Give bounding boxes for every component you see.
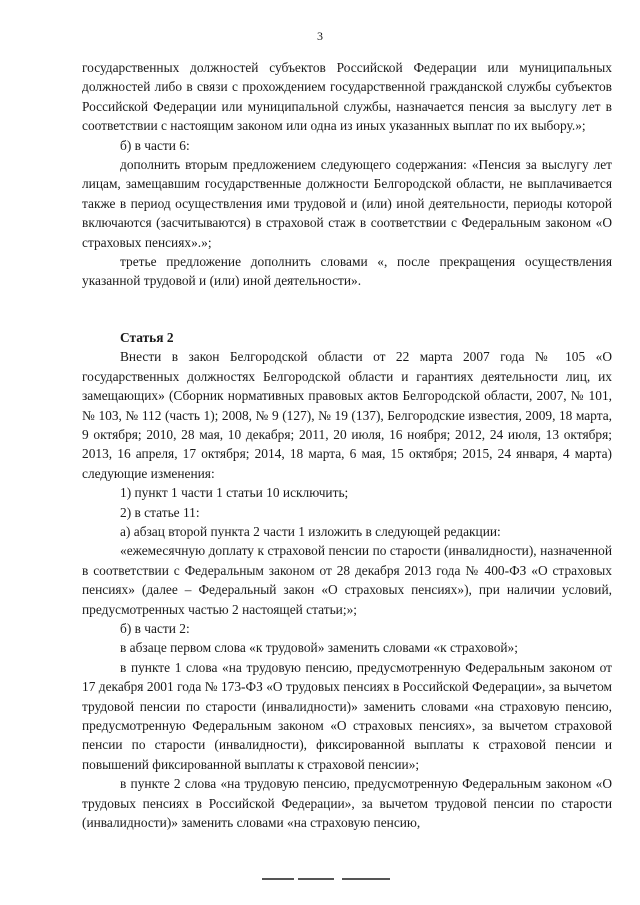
list-item: 2) в статье 11: [120,504,200,520]
list-item: 1) пункт 1 части 1 статьи 10 исключить; [120,485,349,501]
list-item: а) абзац второй пункта 2 части 1 изложить в следующей редакции: [120,523,501,539]
paragraph-amendment: дополнить вторым предложением следующего содержания: «Пенсия за выслугу лет лицам, замещавшим государственные должности Белгородской области, не выплачивается также в период осуществления ими трудовой и (или) иной деятельности, периоды которой включаются (засчитываются) в страховой стаж в соответствии с Федеральным законом «О страховых пенсиях».»; [82,157,612,250]
paragraph-introduce: Внести в закон Белгородской области от 22 марта 2007 года № 105 «О государственных должностях Белгородской области и гарантиях деятельности лиц, их замещающих» (Сборник нормативных правовых актов Белгородской области, 2007, № 101, № 103, № 112 (часть 1); 2008, № 9 (127), № 19 (137), Белгородские известия, 2009, 18 марта, 9 октября; 2010, 28 мая, 10 декабря; 2011, 20 июля, 16 ноября; 2012, 24 июля, 13 октября; 2013, 16 апреля, 17 октября; 2014, 18 марта, 6 мая, 15 октября; 2015, 24 января, 4 марта) следующие изменения: [82,349,612,481]
page-number: 3 [317,29,323,43]
footer-scan-mark [298,878,334,880]
paragraph-item-1: в пункте 1 слова «на трудовую пенсию, предусмотренную Федеральным законом от 17 декабря 2001 года № 173-ФЗ «О трудовых пенсиях в Российской Федерации», за вычетом трудовой пенсии по старости (инвалидности)» заменить словами «на страховую пенсию, предусмотренную Федеральным законом «О страховых пенсиях», за вычетом страховой пенсии по старости (инвалидности), фиксированной выплаты к страховой пенсии и повышений фиксированной выплаты к страховой пенсии»; [82,659,612,772]
footer-scan-mark [342,878,390,880]
paragraph-quote: «ежемесячную доплату к страховой пенсии по старости (инвалидности), назначенной в соответствии с Федеральным законом от 28 декабря 2013 года № 400-ФЗ «О страховых пенсиях» (далее – Федеральный закон «О страховых пенсиях»), при наличии условий, предусмотренных частью 2 настоящей статьи;»; [82,543,612,617]
article-heading: Статья 2 [120,329,174,345]
paragraph-item-2: в пункте 2 слова «на трудовую пенсию, предусмотренную Федеральным законом «О трудовых пенсиях в Российской Федерации», за вычетом трудовой пенсии по старости (инвалидности)» заменить словами «на страховую пенсию, [82,776,612,831]
paragraph-continuation: государственных должностей субъектов Российской Федерации или муниципальных должностей либо в связи с прохождением государственной гражданской службы субъектов Российской Федерации или муниципальной службы, назначается пенсия за выслугу лет в соответствии с настоящим законом или одна из иных указанных выплат по их выбору.»; [82,60,612,134]
paragraph-third-sentence: третье предложение дополнить словами «, после прекращения осуществления указанной трудовой и (или) иной деятельности». [82,254,612,289]
paragraph-item-b: б) в части 6: [120,137,190,153]
list-item: в абзаце первом слова «к трудовой» заменить словами «к страховой»; [120,640,518,656]
document-body [82,58,612,832]
list-item: б) в части 2: [120,620,190,636]
footer-scan-mark [262,878,294,880]
